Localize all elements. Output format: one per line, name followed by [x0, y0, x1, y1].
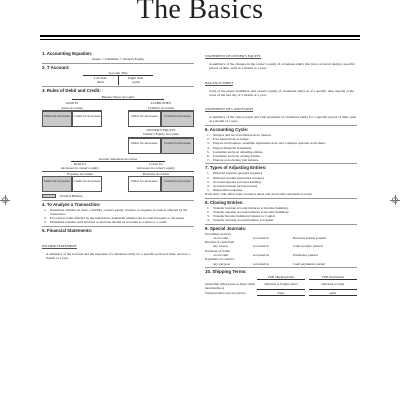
page-title: The Basics: [136, 0, 264, 25]
step-text: Transfer drawing account balance to Capital.: [213, 217, 274, 222]
soe-text: A summary of the changes in the owner's equity of a business entity that have occurred during a specific period of time, such as a month or a year.: [209, 62, 356, 71]
step-text: Journalize and post adjusting entries.: [213, 149, 264, 154]
step-text: Deferred revenue (unearned revenue): [213, 175, 264, 180]
shipping-row-label: Transportation costs are paid by: [205, 291, 246, 296]
soe-heading: STATEMENT OF OWNER'S EQUITY: [205, 54, 261, 58]
divider: [42, 63, 194, 64]
fob-destination-value: delivered to buyer: [309, 282, 357, 290]
step-item: [207, 157, 357, 162]
step-item: [44, 207, 194, 216]
step-number: 5.: [207, 187, 210, 192]
assets-block: ASSETS Asset Accounts Debit for increases Credit for decreases: [42, 101, 102, 127]
journal-row-label: Payments of cash for: [205, 257, 235, 262]
step-number: 3.: [207, 141, 210, 146]
expense-credit-box: Credit for decreases: [72, 176, 102, 192]
journal-row-recorded: recorded in: [253, 253, 269, 258]
accounting-equation: Assets = Liabilities + Owner's Equity: [91, 57, 145, 61]
journal-row-sub: on account: [213, 235, 229, 240]
step-text: Transfer revenue account balances to Income Summary.: [213, 205, 290, 210]
step-number: 3.: [207, 213, 210, 218]
scf-heading: STATEMENT OF CASH FLOWS: [205, 107, 254, 112]
journal-row: [205, 257, 357, 266]
section-4-heading: 4. To Analyze a Transaction:: [42, 201, 101, 207]
assets-debit-box: Debit for increases: [42, 111, 72, 127]
section-2-heading: 2. T Account:: [42, 64, 70, 70]
owners-equity-block: OWNER'S EQUITY Owner's Equity Accounts Debit for decreases Credit for increases: [128, 128, 194, 154]
fob-shipping-point-header: FOB Shipping Point: [257, 275, 305, 280]
step-number: 3.: [44, 219, 47, 224]
is-accounts-title: Income Statement Accounts: [42, 157, 194, 162]
legend-normal-balance: [42, 194, 194, 198]
step-text: For each account affected by the transaction, determine whether the account increases or decreases.: [50, 215, 185, 220]
journal-row-recorded: recorded in: [253, 261, 269, 266]
step-number: 4.: [207, 217, 210, 222]
journal-row-sub: on account: [213, 253, 229, 258]
journal-name: Cash receipts journal: [293, 244, 323, 249]
t-right-sub: credit: [131, 80, 140, 85]
step-text: Transfer Income Summary balance to Capital.: [213, 213, 276, 218]
liabilities-debit-box: Debit for decreases: [128, 111, 161, 127]
step-number: 1.: [207, 205, 210, 210]
section-3-heading: 3. Rules of Debit and Credit:: [42, 88, 101, 94]
divider: [42, 86, 194, 87]
liabilities-credit-box: Credit for increases: [161, 111, 194, 127]
step-number: 4.: [207, 183, 210, 188]
section-8-heading: 8. Closing Entries:: [205, 199, 244, 205]
journal-name: Cash payments journal: [293, 261, 326, 266]
step-text: Accrued revenue (accrued asset): [213, 183, 258, 188]
registration-circle-left: [2, 197, 8, 203]
scf-text: A summary of the cash receipts and cash payments of a business entity for a specific period of time, such as a month or a year.: [209, 115, 357, 124]
shipping-row: [205, 282, 357, 290]
section-1-heading: 1. Accounting Equation:: [42, 51, 93, 56]
step-text: Journalize and post closing entries.: [213, 153, 261, 158]
journal-row-label: Receipt of cash from: [205, 240, 235, 245]
step-item: [207, 217, 357, 222]
step-number: 7.: [207, 157, 210, 162]
journal-row-sub: any source: [213, 244, 229, 249]
step-number: 2.: [44, 215, 47, 220]
closing-entry-steps: [205, 206, 357, 222]
step-number: 3.: [207, 179, 210, 184]
divider: [205, 125, 357, 126]
section-10-heading: 10. Shipping Terms:: [205, 269, 247, 275]
shipping-terms-table: [205, 275, 357, 296]
t-left-side: Left Side: [93, 76, 107, 81]
journal-row: [205, 249, 357, 258]
divider: [205, 267, 357, 268]
fob-destination-value: seller: [309, 291, 357, 296]
section-6-heading: 6. Accounting Cycle:: [205, 127, 249, 133]
special-journals-table: [205, 232, 357, 266]
journal-row-recorded: recorded in: [253, 244, 269, 249]
analyze-transaction-steps: [42, 208, 194, 224]
assets-credit-box: Credit for decreases: [72, 111, 102, 127]
expense-debit-box: Debit for increases: [42, 176, 72, 192]
step-text: Transfer expense account balances to Income Summary.: [213, 209, 290, 214]
bs-heading: BALANCE SHEET: [205, 80, 234, 85]
step-number: 6.: [207, 153, 210, 158]
divider: [42, 200, 194, 201]
step-text: Depreciation expense: [213, 187, 243, 192]
bs-text: A list of the assets, liabilities, and owner's equity of a business entity as of a specific date, usually at the close of the last day of a month or a year.: [209, 88, 354, 97]
journal-row: [205, 232, 357, 241]
journal-row-label: Providing services: [205, 231, 231, 236]
oe-credit-box: Credit for increases: [161, 138, 194, 154]
fob-shipping-point-value: buyer: [257, 291, 305, 296]
step-number: 1.: [207, 171, 210, 176]
shipping-row-label: Ownership (title) passes to buyer when merchandise is: [205, 281, 255, 290]
normal-balance-label: Normal Balance: [60, 193, 83, 198]
step-text: Determine whether each increase or decrease should be recorded as a debit or a credit.: [50, 219, 168, 224]
divider: [205, 163, 357, 164]
t-account-title: Account Title: [83, 71, 153, 76]
section-9-heading: 9. Special Journals:: [205, 225, 247, 231]
t-right-side: Right Side: [128, 76, 144, 81]
journal-row-recorded: recorded in: [253, 235, 269, 240]
adjusting-entry-types: [205, 171, 357, 191]
adjusting-note: Each entry will affect both a balance sheet and an income statement account.: [205, 191, 313, 196]
step-text: Analyze and record transactions in journal.: [213, 133, 272, 138]
fob-shipping-point-value: delivered to freight carrier: [257, 282, 305, 290]
bs-accounts-row: [42, 101, 194, 127]
registration-circle-right: [392, 197, 398, 203]
shipping-header-row: [205, 275, 357, 280]
section-7-heading: 7. Types of Adjusting Entries:: [205, 165, 267, 171]
step-number: 2.: [207, 175, 210, 180]
step-text: Prepare trial balance, assemble adjustment data, and complete optional work sheet.: [213, 141, 326, 146]
journal-row-label: Purchase of items: [205, 248, 230, 253]
journal-name: Revenue (sales) journal: [293, 235, 327, 240]
revenue-credit-box: Credit for increases: [161, 176, 194, 192]
step-text: Prepare post-closing trial balance.: [213, 157, 260, 162]
divider: [205, 198, 357, 199]
journal-row-sub: any purpose: [213, 261, 231, 266]
t-left-sub: debit: [96, 80, 104, 85]
accounting-cycle-steps: [205, 133, 357, 162]
divider: [42, 226, 194, 227]
step-item: [44, 219, 194, 224]
step-number: 1.: [44, 207, 47, 212]
step-number: 4.: [207, 145, 210, 150]
title-rule-top: [40, 35, 360, 37]
fob-destination-header: FOB Destination: [309, 275, 357, 280]
step-text: Prepare financial statements.: [213, 145, 253, 150]
liabilities-block: LIABILITIES Liability Accounts Debit for decreases Credit for increases: [128, 101, 194, 127]
step-text: Post transactions to ledger.: [213, 137, 250, 142]
income-statement-text: A summary of the revenue and the expenses of a business entity for a specific period of time, such as a month or a year.: [46, 251, 190, 260]
step-number: 1.: [207, 133, 210, 138]
oe-debit-box: Debit for decreases: [128, 138, 161, 154]
is-accounts-header: Debit for decreases in owner's equity Expense Accounts Credit for increases in owner's equity Revenue Accounts: [42, 162, 194, 176]
step-number: 2.: [207, 137, 210, 142]
is-accounts-boxes: [42, 176, 194, 192]
t-account: [83, 71, 153, 85]
step-text: Deferred expense (prepaid expense): [213, 171, 262, 176]
right-column: [205, 44, 357, 296]
divider: [205, 224, 357, 225]
bs-accounts-title: Balance Sheet Accounts: [42, 95, 194, 100]
step-number: 5.: [207, 149, 210, 154]
journal-name: Purchases journal: [293, 253, 318, 258]
step-text: Determine whether an asset, a liability, owner's equity, revenue, or expense account is affected by the transaction.: [50, 207, 188, 216]
shipping-row: [205, 291, 357, 296]
step-item: [207, 187, 357, 192]
left-column: [42, 50, 194, 260]
title-rule-bottom: [40, 39, 360, 40]
section-5-heading: 5. Financial Statements:: [42, 227, 93, 233]
normal-balance-swatch: [42, 194, 56, 198]
step-text: Accrued expense (accrued liability): [213, 179, 262, 184]
journal-row: [205, 240, 357, 249]
income-statement-heading: INCOME STATEMENT: [42, 243, 77, 248]
step-number: 2.: [207, 209, 210, 214]
revenue-debit-box: Debit for decreases: [128, 176, 161, 192]
